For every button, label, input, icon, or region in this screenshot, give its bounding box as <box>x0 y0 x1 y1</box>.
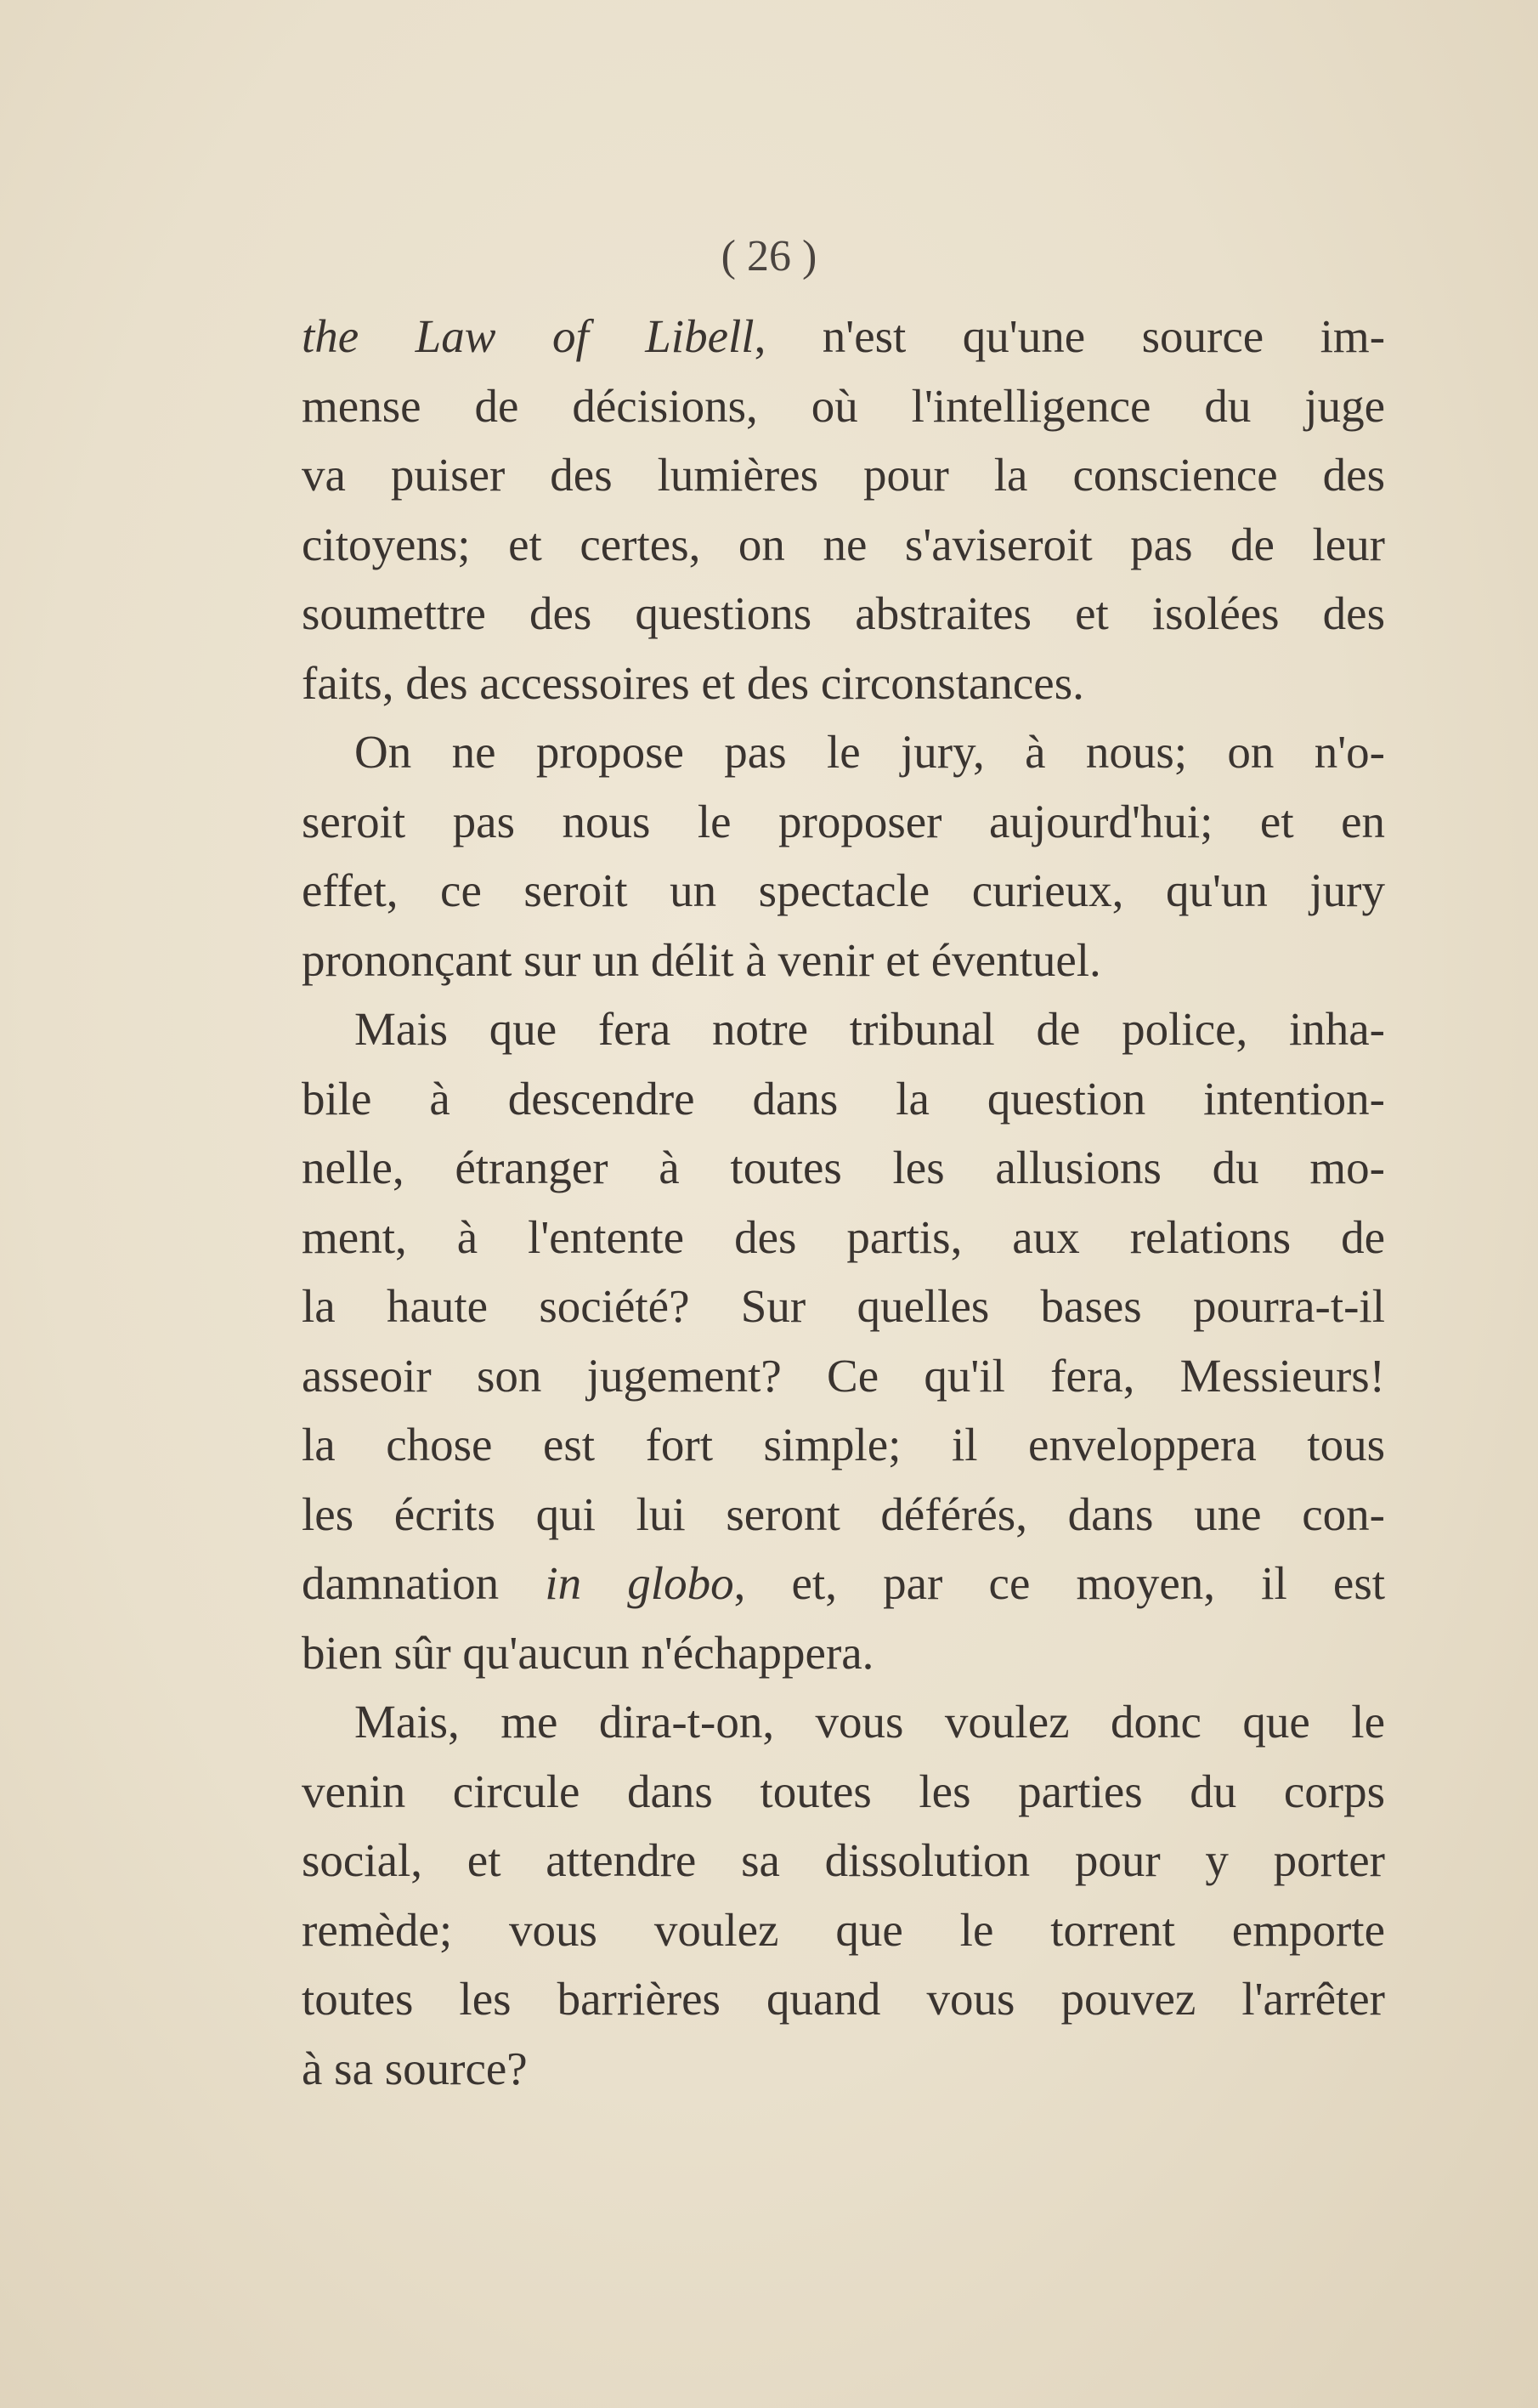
text-run: faits, des accessoires et des circonstances. <box>302 656 1084 709</box>
body-text <box>302 302 1385 2103</box>
text-run: social, et attendre sa dissolution pour y porter <box>302 1834 1385 1886</box>
text-line <box>302 649 1385 718</box>
text-line <box>302 717 1385 787</box>
text-line <box>302 1341 1385 1411</box>
text-line <box>302 1826 1385 1895</box>
text-run: la haute société? Sur quelles bases pourra-t-il <box>302 1280 1385 1332</box>
text-line <box>302 1549 1385 1618</box>
text-run: Mais que fera notre tribunal de police, inha- <box>354 1003 1385 1055</box>
text-line <box>302 1203 1385 1272</box>
text-run: mense de décisions, où l'intelligence du juge <box>302 379 1385 432</box>
text-line <box>302 1895 1385 1965</box>
text-line <box>302 1687 1385 1757</box>
text-run: damnation <box>302 1557 546 1609</box>
text-run: va puiser des lumières pour la conscience des <box>302 449 1385 501</box>
text-run: citoyens; et certes, on ne s'aviseroit pas de leur <box>302 518 1385 570</box>
text-run: remède; vous voulez que le torrent emporte <box>302 1903 1385 1956</box>
text-run: les écrits qui lui seront déférés, dans une con- <box>302 1487 1385 1540</box>
text-line <box>302 1272 1385 1341</box>
text-line <box>302 1064 1385 1134</box>
text-run: Mais, me dira-t-on, vous voulez donc que le <box>354 1696 1385 1748</box>
text-run: ment, à l'entente des partis, aux relations de <box>302 1210 1385 1263</box>
text-run: , n'est qu'une source im- <box>754 310 1386 362</box>
paragraph <box>302 994 1385 1687</box>
text-line <box>302 579 1385 649</box>
text-line <box>302 1410 1385 1480</box>
text-run: soumettre des questions abstraites et isolées des <box>302 587 1385 639</box>
text-run: bien sûr qu'aucun n'échappera. <box>302 1626 874 1679</box>
text-run: prononçant sur un délit à venir et éventuel. <box>302 933 1101 986</box>
text-run: , et, par ce moyen, il est <box>733 1557 1386 1609</box>
page-number: ( 26 ) <box>721 232 817 280</box>
text-line <box>302 1480 1385 1550</box>
show-through-ink <box>336 2070 1338 2121</box>
text-line <box>302 302 1385 371</box>
text-run: toutes les barrières quand vous pouvez l'arrêter <box>302 1973 1385 2025</box>
text-line <box>302 856 1385 926</box>
text-run: venin circule dans toutes les parties du corps <box>302 1765 1385 1817</box>
text-run: bile à descendre dans la question intention- <box>302 1072 1385 1125</box>
text-line <box>302 994 1385 1064</box>
italic-text: in globo <box>545 1557 734 1609</box>
text-line <box>302 1133 1385 1203</box>
text-run: asseoir son jugement? Ce qu'il fera, Messieurs! <box>302 1349 1385 1402</box>
text-line <box>302 1757 1385 1827</box>
paragraph <box>302 302 1385 717</box>
text-run: à sa source? <box>302 2042 528 2094</box>
text-line <box>302 1964 1385 2034</box>
text-run: effet, ce seroit un spectacle curieux, qu'un jury <box>302 864 1385 916</box>
text-run: la chose est fort simple; il enveloppera tous <box>302 1419 1385 1470</box>
text-run: seroit pas nous le proposer aujourd'hui; et en <box>302 795 1385 847</box>
text-line <box>302 371 1385 441</box>
text-line <box>302 440 1385 510</box>
text-run: nelle, étranger à toutes les allusions du mo- <box>302 1142 1385 1193</box>
text-line <box>302 787 1385 857</box>
paragraph <box>302 717 1385 994</box>
text-run: On ne propose pas le jury, à nous; on n'o- <box>354 726 1385 778</box>
text-line <box>302 510 1385 580</box>
text-line <box>302 926 1385 995</box>
italic-text: the Law of Libell <box>302 310 755 362</box>
paragraph <box>302 1687 1385 2103</box>
text-line <box>302 1618 1385 1688</box>
